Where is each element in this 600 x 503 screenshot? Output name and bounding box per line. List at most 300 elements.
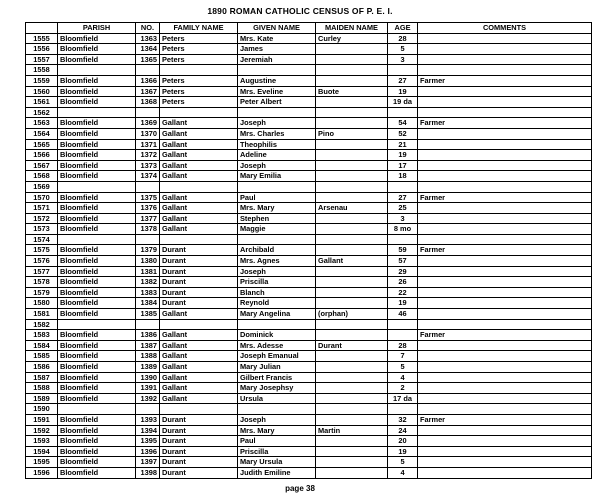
family-name-cell: Peters	[160, 86, 238, 97]
given-name-cell	[238, 65, 316, 76]
maiden-name-cell	[316, 65, 388, 76]
family-name-cell	[160, 404, 238, 415]
age-cell: 21	[388, 139, 418, 150]
parish-cell: Bloomfield	[58, 245, 136, 256]
table-row	[26, 234, 592, 245]
age-cell	[388, 404, 418, 415]
family-name-cell: Gallant	[160, 171, 238, 182]
family-name-cell: Durant	[160, 436, 238, 447]
parish-cell	[58, 234, 136, 245]
row-number-cell: 1564	[26, 128, 58, 139]
given-name-cell	[238, 234, 316, 245]
given-name-cell: Mary Ursula	[238, 457, 316, 468]
age-cell: 19 da	[388, 97, 418, 108]
given-name-cell: Paul	[238, 436, 316, 447]
number-cell: 1368	[136, 97, 160, 108]
table-row	[26, 44, 592, 55]
age-cell	[388, 107, 418, 118]
comments-cell: Farmer	[418, 192, 592, 203]
row-number-cell: 1565	[26, 139, 58, 150]
header-age: AGE	[388, 23, 418, 34]
given-name-cell: Theophilis	[238, 139, 316, 150]
family-name-cell: Gallant	[160, 340, 238, 351]
given-name-cell	[238, 107, 316, 118]
row-number-cell: 1577	[26, 266, 58, 277]
row-number-cell: 1563	[26, 118, 58, 129]
given-name-cell: Mrs. Eveline	[238, 86, 316, 97]
number-cell: 1389	[136, 362, 160, 373]
parish-cell: Bloomfield	[58, 86, 136, 97]
table-row	[26, 414, 592, 425]
age-cell: 52	[388, 128, 418, 139]
parish-cell: Bloomfield	[58, 266, 136, 277]
table-row	[26, 128, 592, 139]
comments-cell	[418, 65, 592, 76]
family-name-cell: Durant	[160, 256, 238, 267]
family-name-cell	[160, 181, 238, 192]
given-name-cell: Peter Albert	[238, 97, 316, 108]
number-cell	[136, 234, 160, 245]
maiden-name-cell	[316, 330, 388, 341]
parish-cell: Bloomfield	[58, 44, 136, 55]
table-row	[26, 192, 592, 203]
number-cell	[136, 404, 160, 415]
maiden-name-cell	[316, 181, 388, 192]
row-number-cell: 1578	[26, 277, 58, 288]
age-cell	[388, 330, 418, 341]
table-row	[26, 372, 592, 383]
table-row	[26, 457, 592, 468]
comments-cell	[418, 277, 592, 288]
parish-cell: Bloomfield	[58, 192, 136, 203]
age-cell: 24	[388, 425, 418, 436]
age-cell: 17 da	[388, 393, 418, 404]
family-name-cell: Gallant	[160, 393, 238, 404]
row-number-cell: 1589	[26, 393, 58, 404]
given-name-cell: Joseph	[238, 160, 316, 171]
maiden-name-cell	[316, 467, 388, 478]
age-cell: 3	[388, 213, 418, 224]
maiden-name-cell	[316, 192, 388, 203]
table-row	[26, 362, 592, 373]
maiden-name-cell	[316, 54, 388, 65]
number-cell	[136, 319, 160, 330]
given-name-cell: Joseph	[238, 118, 316, 129]
comments-cell	[418, 86, 592, 97]
comments-cell	[418, 425, 592, 436]
table-row	[26, 203, 592, 214]
given-name-cell: Reynold	[238, 298, 316, 309]
maiden-name-cell	[316, 298, 388, 309]
table-row	[26, 277, 592, 288]
table-row	[26, 330, 592, 341]
age-cell: 19	[388, 150, 418, 161]
table-row	[26, 383, 592, 394]
family-name-cell: Durant	[160, 467, 238, 478]
comments-cell	[418, 97, 592, 108]
comments-cell	[418, 383, 592, 394]
header-no: NO.	[136, 23, 160, 34]
parish-cell: Bloomfield	[58, 287, 136, 298]
given-name-cell: Archibald	[238, 245, 316, 256]
maiden-name-cell	[316, 351, 388, 362]
header-comments: COMMENTS	[418, 23, 592, 34]
given-name-cell: Joseph	[238, 266, 316, 277]
table-row	[26, 224, 592, 235]
parish-cell: Bloomfield	[58, 351, 136, 362]
given-name-cell: Gilbert Francis	[238, 372, 316, 383]
number-cell: 1384	[136, 298, 160, 309]
family-name-cell: Durant	[160, 414, 238, 425]
comments-cell	[418, 107, 592, 118]
parish-cell: Bloomfield	[58, 160, 136, 171]
row-number-cell: 1595	[26, 457, 58, 468]
given-name-cell: Mary Emilia	[238, 171, 316, 182]
comments-cell	[418, 393, 592, 404]
maiden-name-cell	[316, 107, 388, 118]
number-cell: 1391	[136, 383, 160, 394]
given-name-cell	[238, 404, 316, 415]
table-row	[26, 139, 592, 150]
table-row	[26, 150, 592, 161]
parish-cell: Bloomfield	[58, 330, 136, 341]
row-number-cell: 1569	[26, 181, 58, 192]
comments-cell	[418, 256, 592, 267]
table-row	[26, 446, 592, 457]
maiden-name-cell	[316, 393, 388, 404]
comments-cell	[418, 224, 592, 235]
table-row	[26, 298, 592, 309]
row-number-cell: 1594	[26, 446, 58, 457]
table-row	[26, 86, 592, 97]
given-name-cell: James	[238, 44, 316, 55]
comments-cell	[418, 436, 592, 447]
number-cell: 1395	[136, 436, 160, 447]
maiden-name-cell	[316, 436, 388, 447]
table-row	[26, 213, 592, 224]
parish-cell: Bloomfield	[58, 171, 136, 182]
parish-cell: Bloomfield	[58, 298, 136, 309]
row-number-cell: 1582	[26, 319, 58, 330]
age-cell: 32	[388, 414, 418, 425]
given-name-cell: Priscilla	[238, 446, 316, 457]
given-name-cell: Mary Josephsy	[238, 383, 316, 394]
age-cell	[388, 65, 418, 76]
maiden-name-cell: Arsenau	[316, 203, 388, 214]
family-name-cell: Peters	[160, 44, 238, 55]
parish-cell	[58, 65, 136, 76]
number-cell: 1379	[136, 245, 160, 256]
family-name-cell: Peters	[160, 54, 238, 65]
age-cell: 54	[388, 118, 418, 129]
table-row	[26, 160, 592, 171]
number-cell: 1370	[136, 128, 160, 139]
comments-cell	[418, 181, 592, 192]
given-name-cell: Augustine	[238, 75, 316, 86]
age-cell: 19	[388, 446, 418, 457]
number-cell: 1386	[136, 330, 160, 341]
age-cell: 8 mo	[388, 224, 418, 235]
parish-cell	[58, 404, 136, 415]
family-name-cell: Gallant	[160, 160, 238, 171]
parish-cell: Bloomfield	[58, 457, 136, 468]
row-number-cell: 1555	[26, 33, 58, 44]
parish-cell	[58, 319, 136, 330]
age-cell: 27	[388, 192, 418, 203]
table-row	[26, 171, 592, 182]
parish-cell: Bloomfield	[58, 139, 136, 150]
maiden-name-cell	[316, 139, 388, 150]
maiden-name-cell: Buote	[316, 86, 388, 97]
table-row	[26, 107, 592, 118]
row-number-cell: 1576	[26, 256, 58, 267]
number-cell: 1374	[136, 171, 160, 182]
given-name-cell: Mrs. Charles	[238, 128, 316, 139]
table-row	[26, 309, 592, 320]
parish-cell: Bloomfield	[58, 425, 136, 436]
table-row	[26, 75, 592, 86]
given-name-cell: Jeremiah	[238, 54, 316, 65]
age-cell: 26	[388, 277, 418, 288]
parish-cell: Bloomfield	[58, 309, 136, 320]
age-cell: 4	[388, 372, 418, 383]
row-number-cell: 1570	[26, 192, 58, 203]
page-number: page 38	[285, 484, 315, 493]
comments-cell	[418, 203, 592, 214]
family-name-cell: Durant	[160, 287, 238, 298]
age-cell: 28	[388, 33, 418, 44]
number-cell: 1397	[136, 457, 160, 468]
row-number-cell: 1568	[26, 171, 58, 182]
family-name-cell: Durant	[160, 245, 238, 256]
maiden-name-cell	[316, 287, 388, 298]
comments-cell	[418, 213, 592, 224]
given-name-cell: Mrs. Mary	[238, 425, 316, 436]
maiden-name-cell: Pino	[316, 128, 388, 139]
given-name-cell: Priscilla	[238, 277, 316, 288]
comments-cell	[418, 234, 592, 245]
parish-cell: Bloomfield	[58, 393, 136, 404]
row-number-cell: 1572	[26, 213, 58, 224]
parish-cell: Bloomfield	[58, 436, 136, 447]
comments-cell	[418, 467, 592, 478]
number-cell: 1371	[136, 139, 160, 150]
family-name-cell: Gallant	[160, 203, 238, 214]
table-row	[26, 97, 592, 108]
given-name-cell: Mrs. Agnes	[238, 256, 316, 267]
given-name-cell: Maggie	[238, 224, 316, 235]
parish-cell	[58, 107, 136, 118]
number-cell: 1398	[136, 467, 160, 478]
age-cell: 18	[388, 171, 418, 182]
number-cell: 1372	[136, 150, 160, 161]
row-number-cell: 1574	[26, 234, 58, 245]
table-row	[26, 65, 592, 76]
comments-cell: Farmer	[418, 245, 592, 256]
parish-cell: Bloomfield	[58, 256, 136, 267]
number-cell: 1366	[136, 75, 160, 86]
row-number-cell: 1559	[26, 75, 58, 86]
row-number-cell: 1590	[26, 404, 58, 415]
family-name-cell: Durant	[160, 425, 238, 436]
row-number-cell: 1588	[26, 383, 58, 394]
age-cell: 25	[388, 203, 418, 214]
family-name-cell: Peters	[160, 33, 238, 44]
comments-cell	[418, 309, 592, 320]
family-name-cell: Gallant	[160, 309, 238, 320]
given-name-cell: Joseph	[238, 414, 316, 425]
age-cell: 5	[388, 362, 418, 373]
comments-cell	[418, 54, 592, 65]
header-row	[26, 23, 592, 34]
maiden-name-cell	[316, 234, 388, 245]
family-name-cell: Gallant	[160, 383, 238, 394]
given-name-cell: Ursula	[238, 393, 316, 404]
age-cell: 59	[388, 245, 418, 256]
family-name-cell: Gallant	[160, 362, 238, 373]
parish-cell: Bloomfield	[58, 213, 136, 224]
family-name-cell: Gallant	[160, 128, 238, 139]
table-row	[26, 425, 592, 436]
number-cell: 1392	[136, 393, 160, 404]
number-cell: 1385	[136, 309, 160, 320]
comments-cell	[418, 287, 592, 298]
maiden-name-cell	[316, 97, 388, 108]
family-name-cell: Gallant	[160, 224, 238, 235]
parish-cell: Bloomfield	[58, 118, 136, 129]
row-number-cell: 1562	[26, 107, 58, 118]
given-name-cell: Judith Emiline	[238, 467, 316, 478]
number-cell: 1373	[136, 160, 160, 171]
family-name-cell	[160, 107, 238, 118]
comments-cell	[418, 139, 592, 150]
comments-cell	[418, 457, 592, 468]
maiden-name-cell	[316, 362, 388, 373]
maiden-name-cell	[316, 245, 388, 256]
parish-cell: Bloomfield	[58, 277, 136, 288]
header-maiden-name: MAIDEN NAME	[316, 23, 388, 34]
comments-cell	[418, 266, 592, 277]
row-number-cell: 1596	[26, 467, 58, 478]
comments-cell	[418, 128, 592, 139]
given-name-cell: Mrs. Adesse	[238, 340, 316, 351]
family-name-cell: Durant	[160, 298, 238, 309]
table-row	[26, 404, 592, 415]
parish-cell: Bloomfield	[58, 446, 136, 457]
number-cell: 1383	[136, 287, 160, 298]
comments-cell	[418, 362, 592, 373]
number-cell	[136, 181, 160, 192]
number-cell	[136, 107, 160, 118]
number-cell: 1390	[136, 372, 160, 383]
header-rownum	[26, 23, 58, 34]
age-cell	[388, 181, 418, 192]
age-cell: 2	[388, 383, 418, 394]
maiden-name-cell	[316, 319, 388, 330]
parish-cell: Bloomfield	[58, 362, 136, 373]
family-name-cell: Gallant	[160, 372, 238, 383]
number-cell: 1380	[136, 256, 160, 267]
table-row	[26, 436, 592, 447]
family-name-cell: Durant	[160, 277, 238, 288]
family-name-cell: Peters	[160, 97, 238, 108]
maiden-name-cell	[316, 171, 388, 182]
table-row	[26, 266, 592, 277]
given-name-cell: Blanch	[238, 287, 316, 298]
table-row	[26, 351, 592, 362]
table-row	[26, 287, 592, 298]
maiden-name-cell: (orphan)	[316, 309, 388, 320]
table-row	[26, 393, 592, 404]
row-number-cell: 1561	[26, 97, 58, 108]
row-number-cell: 1591	[26, 414, 58, 425]
comments-cell	[418, 298, 592, 309]
table-row	[26, 319, 592, 330]
maiden-name-cell	[316, 150, 388, 161]
maiden-name-cell	[316, 118, 388, 129]
parish-cell: Bloomfield	[58, 414, 136, 425]
number-cell: 1394	[136, 425, 160, 436]
table-row	[26, 467, 592, 478]
parish-cell: Bloomfield	[58, 150, 136, 161]
number-cell	[136, 65, 160, 76]
number-cell: 1378	[136, 224, 160, 235]
number-cell: 1377	[136, 213, 160, 224]
given-name-cell	[238, 181, 316, 192]
header-given-name: GIVEN NAME	[238, 23, 316, 34]
parish-cell: Bloomfield	[58, 128, 136, 139]
parish-cell: Bloomfield	[58, 383, 136, 394]
number-cell: 1381	[136, 266, 160, 277]
number-cell: 1363	[136, 33, 160, 44]
comments-cell: Farmer	[418, 118, 592, 129]
family-name-cell: Durant	[160, 446, 238, 457]
given-name-cell: Mrs. Kate	[238, 33, 316, 44]
row-number-cell: 1557	[26, 54, 58, 65]
maiden-name-cell	[316, 75, 388, 86]
maiden-name-cell	[316, 372, 388, 383]
row-number-cell: 1573	[26, 224, 58, 235]
family-name-cell	[160, 234, 238, 245]
family-name-cell	[160, 319, 238, 330]
number-cell: 1365	[136, 54, 160, 65]
comments-cell	[418, 160, 592, 171]
age-cell: 46	[388, 309, 418, 320]
given-name-cell: Mary Julian	[238, 362, 316, 373]
row-number-cell: 1584	[26, 340, 58, 351]
comments-cell	[418, 446, 592, 457]
census-table	[25, 22, 592, 479]
age-cell: 19	[388, 298, 418, 309]
parish-cell: Bloomfield	[58, 340, 136, 351]
row-number-cell: 1560	[26, 86, 58, 97]
comments-cell	[418, 351, 592, 362]
family-name-cell: Peters	[160, 75, 238, 86]
maiden-name-cell	[316, 404, 388, 415]
age-cell: 19	[388, 86, 418, 97]
number-cell: 1375	[136, 192, 160, 203]
age-cell: 3	[388, 54, 418, 65]
maiden-name-cell	[316, 446, 388, 457]
family-name-cell: Gallant	[160, 118, 238, 129]
number-cell: 1396	[136, 446, 160, 457]
table-row	[26, 118, 592, 129]
table-row	[26, 340, 592, 351]
age-cell: 57	[388, 256, 418, 267]
row-number-cell: 1592	[26, 425, 58, 436]
row-number-cell: 1585	[26, 351, 58, 362]
maiden-name-cell: Durant	[316, 340, 388, 351]
